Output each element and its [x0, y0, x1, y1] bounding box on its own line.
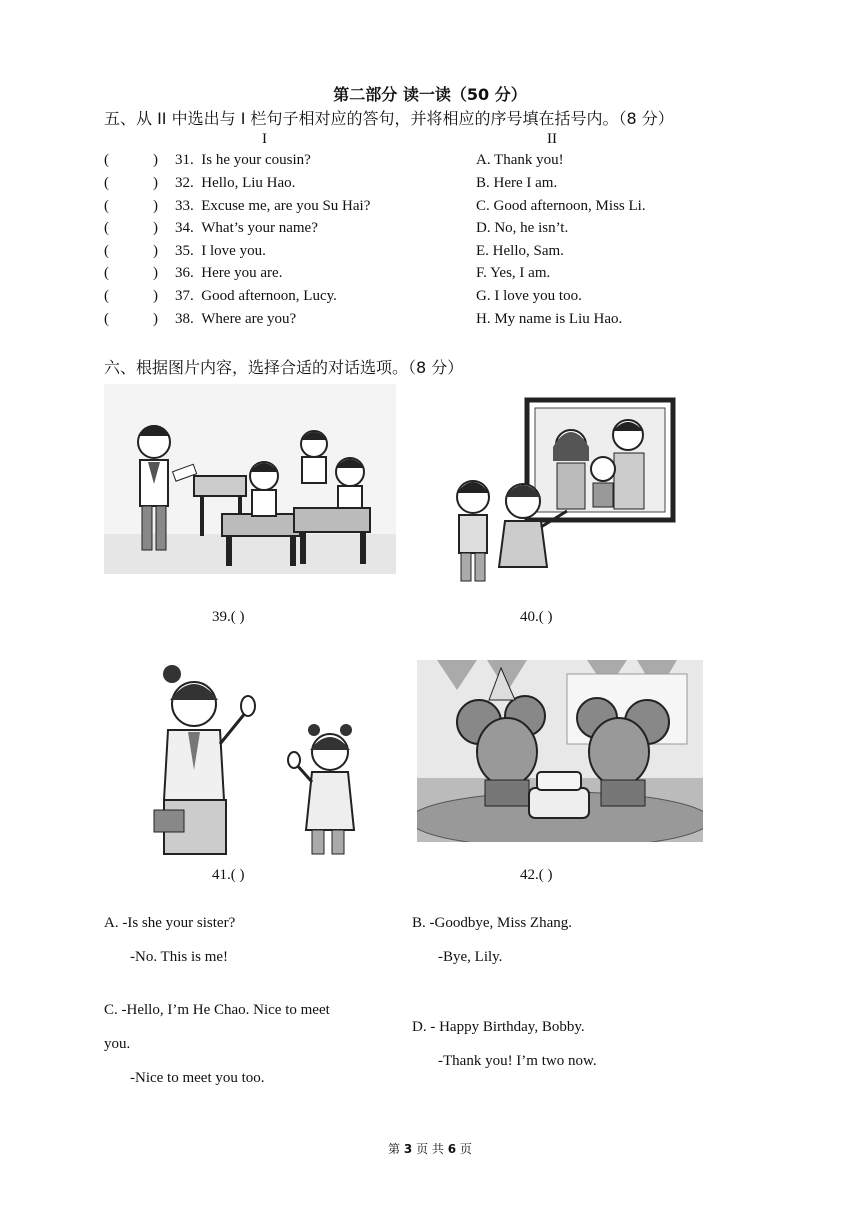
family-photo-picture [443, 397, 677, 583]
part-title: 第二部分 读一读（50 分） [333, 85, 527, 104]
page-footer: 第 3 页 共 6 页 [388, 1142, 472, 1156]
answer-item: D. No, he isn’t. [476, 220, 569, 236]
section6-instruction: 六、根据图片内容，选择合适的对话选项。（8 分） [104, 358, 464, 377]
birthday-party-picture [417, 660, 703, 842]
section5-instruction: 五、从 II 中选出与 I 栏句子相对应的答句，并将相应的序号填在括号内。（8 分） [104, 109, 674, 128]
picture-42-label: 42.( ) [520, 867, 553, 883]
answer-item: G. I love you too. [476, 288, 582, 304]
answer-item: H. My name is Liu Hao. [476, 311, 623, 327]
picture-40-label: 40.( ) [520, 609, 553, 625]
column-i-header: I [262, 131, 267, 147]
picture-41-label: 41.( ) [212, 867, 245, 883]
answer-item: F. Yes, I am. [476, 265, 551, 281]
option-b: B. -Goodbye, Miss Zhang. -Bye, Lily. [412, 915, 572, 965]
column-ii-header: II [547, 131, 557, 147]
answer-item: C. Good afternoon, Miss Li. [476, 198, 646, 214]
answer-item: B. Here I am. [476, 175, 558, 191]
classroom-picture [104, 384, 396, 574]
option-d: D. - Happy Birthday, Bobby. -Thank you! I’m two now. [412, 1019, 597, 1069]
picture-39-label: 39.( ) [212, 609, 245, 625]
option-c: C. -Hello, I’m He Chao. Nice to meet you. -Nice to meet you too. [104, 1002, 330, 1086]
answer-item: E. Hello, Sam. [476, 243, 564, 259]
option-a: A. -Is she your sister? -No. This is me! [104, 915, 236, 965]
teacher-waving-picture [150, 660, 374, 856]
answer-item: A. Thank you! [476, 152, 564, 168]
